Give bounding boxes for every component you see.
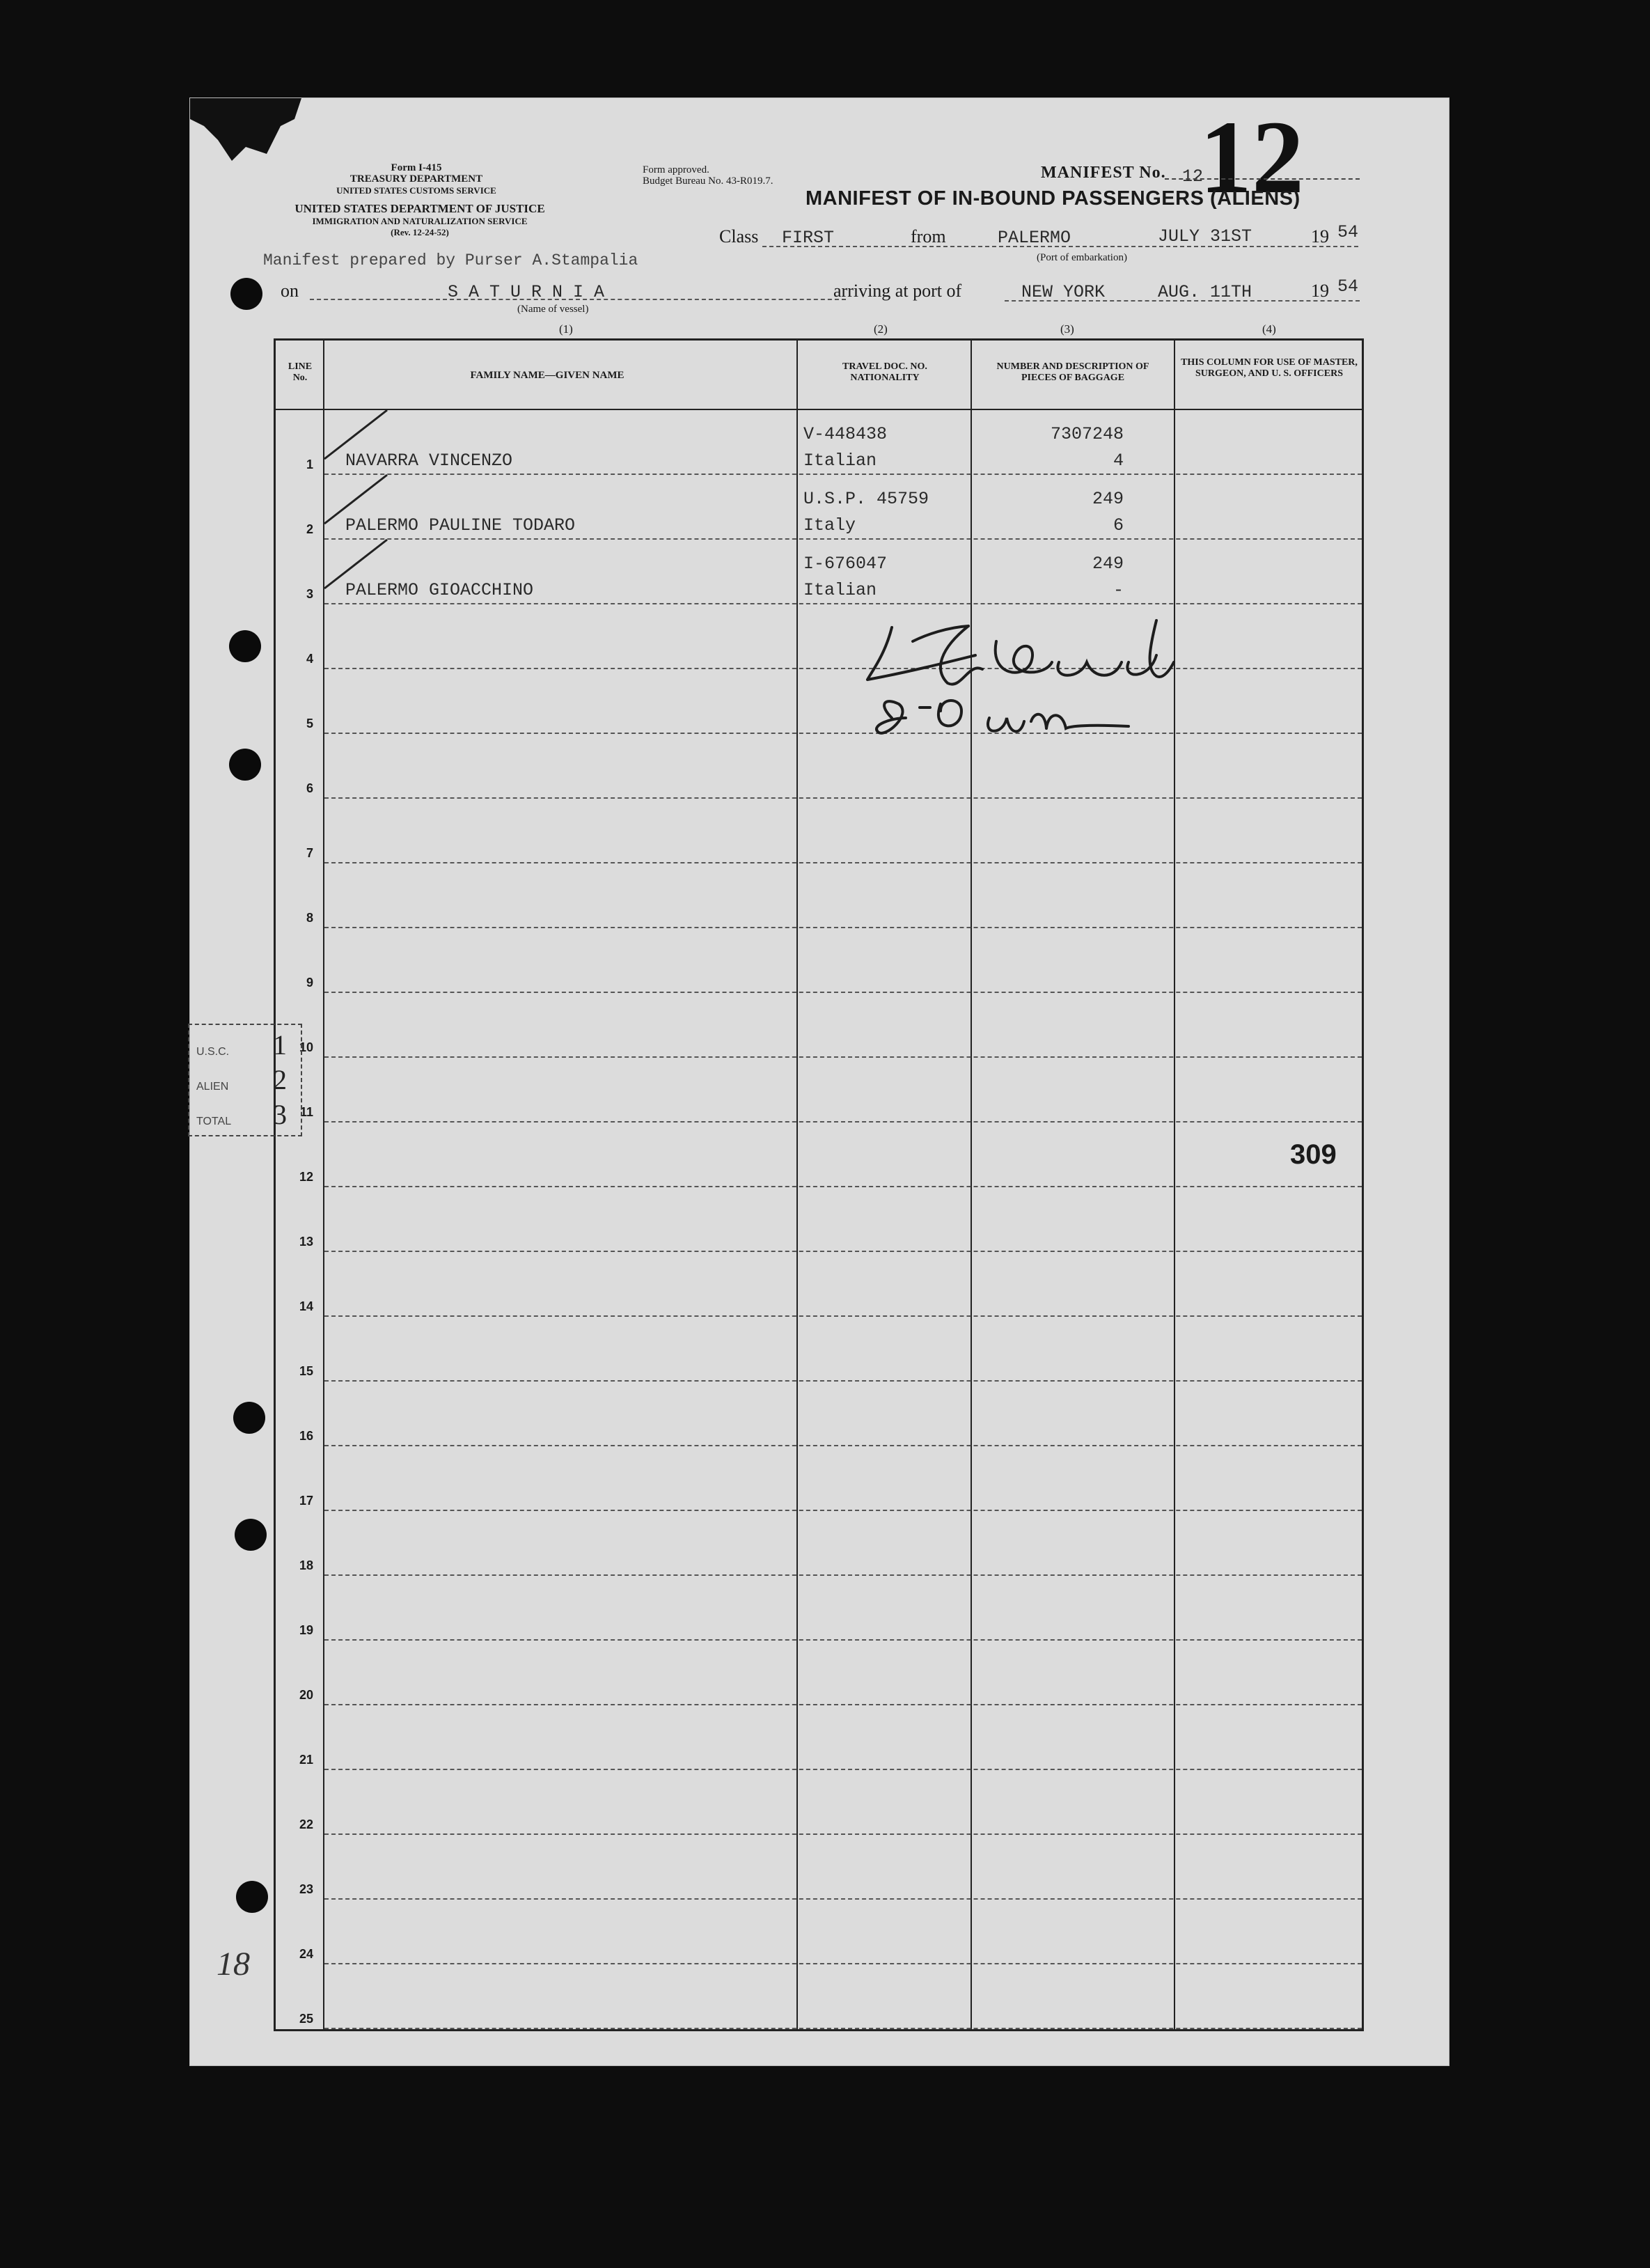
passenger-name: PALERMO PAULINE TODARO <box>345 515 576 535</box>
table-row <box>276 734 1362 799</box>
from-label: from <box>911 226 946 247</box>
travel-doc-number: I-676047 <box>803 554 888 574</box>
officer-signature <box>864 613 1184 746</box>
passenger-name: PALERMO GIOACCHINO <box>345 580 534 600</box>
vessel-name: S A T U R N I A <box>448 282 605 302</box>
arrival-date: AUG. 11TH <box>1158 282 1252 302</box>
budget-bureau: Budget Bureau No. 43-R019.7. <box>643 175 773 187</box>
arrival-port: NEW YORK <box>1021 282 1106 302</box>
table-row <box>276 1446 1362 1511</box>
col-num-4: (4) <box>1262 322 1276 336</box>
header-name: FAMILY NAME—GIVEN NAME <box>470 370 624 381</box>
passenger-name: NAVARRA VINCENZO <box>345 451 513 471</box>
line-number: 23 <box>299 1882 313 1896</box>
line-number: 21 <box>299 1753 313 1767</box>
nationality: Italian <box>803 451 877 471</box>
table-row <box>276 669 1362 734</box>
line-number: 13 <box>299 1235 313 1249</box>
class-value: FIRST <box>782 228 835 248</box>
stamp-usc-row <box>194 1028 297 1061</box>
baggage-count: 4 <box>1113 451 1124 471</box>
departure-date: JULY 31ST <box>1158 226 1252 247</box>
nationality: Italy <box>803 515 856 535</box>
line-number: 18 <box>299 1558 313 1572</box>
table-row <box>276 1382 1362 1446</box>
table-row <box>276 1964 1362 2029</box>
travel-doc-number: V-448438 <box>803 424 888 444</box>
department-of-justice: UNITED STATES DEPARTMENT OF JUSTICE <box>294 202 545 215</box>
stamp-usc-value: 1 <box>273 1029 287 1061</box>
stamp-total-label: TOTAL <box>196 1116 232 1127</box>
row-rule <box>324 2028 1362 2029</box>
torn-corner <box>190 98 301 182</box>
col-num-2: (2) <box>874 322 888 336</box>
vessel-line <box>310 299 846 300</box>
on-label: on <box>281 281 299 301</box>
table-row <box>276 863 1362 928</box>
line-number: 9 <box>306 976 313 990</box>
punch-hole <box>235 1519 267 1551</box>
line-number: 20 <box>299 1688 313 1702</box>
stamp-alien-value: 2 <box>273 1064 287 1095</box>
line-number: 12 <box>299 1170 313 1184</box>
totals-stamp <box>188 1024 302 1136</box>
stamp-total-value: 3 <box>273 1099 287 1130</box>
depart-year: 54 <box>1337 222 1359 242</box>
manifest-no-label: MANIFEST No. <box>1041 164 1166 182</box>
col-num-3: (3) <box>1060 322 1074 336</box>
immigration-service: IMMIGRATION AND NATURALIZATION SERVICE <box>312 216 528 226</box>
table-row <box>276 928 1362 993</box>
table-row <box>276 1641 1362 1705</box>
col-num-1: (1) <box>559 322 573 336</box>
line-number: 16 <box>299 1429 313 1443</box>
header-line-no: LINE No. <box>288 361 313 383</box>
customs-service: UNITED STATES CUSTOMS SERVICE <box>336 185 496 196</box>
page-number: 309 <box>1290 1139 1337 1170</box>
table-row <box>276 1705 1362 1770</box>
line-number: 15 <box>299 1364 313 1378</box>
table-row <box>276 799 1362 863</box>
punch-hole <box>236 1881 268 1913</box>
depart-year-prefix: 19 <box>1311 226 1329 247</box>
line-number: 1 <box>306 457 313 471</box>
baggage-number: 249 <box>1092 554 1124 574</box>
manifest-no-handwritten: 12 <box>1200 100 1304 215</box>
manifest-no-typed: 12 <box>1182 166 1204 187</box>
line-number: 11 <box>299 1105 313 1119</box>
table-row <box>276 1900 1362 1964</box>
arrival-year-prefix: 19 <box>1311 281 1329 301</box>
header-doc: TRAVEL DOC. NO. NATIONALITY <box>842 361 927 383</box>
punch-hole <box>230 278 262 310</box>
class-line <box>762 246 1358 247</box>
line-number: 5 <box>306 717 313 730</box>
line-number: 2 <box>306 522 313 536</box>
table-row <box>276 1058 1362 1123</box>
line-number: 14 <box>299 1299 313 1313</box>
table-row <box>276 1123 1362 1187</box>
table-row <box>276 1511 1362 1576</box>
prepared-by-note: Manifest prepared by Purser A.Stampalia <box>263 251 638 269</box>
manifest-no-line <box>1165 178 1360 180</box>
line-number: 17 <box>299 1494 313 1508</box>
stamp-alien-label: ALIEN <box>196 1081 229 1093</box>
port-embarkation-caption: (Port of embarkation) <box>1037 252 1127 263</box>
line-number: 25 <box>299 2012 313 2026</box>
revision-date: (Rev. 12-24-52) <box>391 227 449 237</box>
table-row <box>276 1770 1362 1835</box>
line-number: 24 <box>299 1947 313 1961</box>
line-number: 3 <box>306 587 313 601</box>
table-row <box>276 993 1362 1058</box>
manifest-sheet <box>189 97 1449 2066</box>
treasury-department: TREASURY DEPARTMENT <box>349 173 483 185</box>
table-row <box>276 1187 1362 1252</box>
line-number: 10 <box>299 1040 313 1054</box>
punch-hole <box>233 1402 265 1434</box>
table-row <box>276 540 1362 604</box>
time-note <box>914 711 915 712</box>
baggage-count: - <box>1113 580 1124 600</box>
table-row <box>276 1252 1362 1317</box>
table-row <box>276 604 1362 669</box>
table-row <box>276 410 1362 475</box>
header-baggage: NUMBER AND DESCRIPTION OF PIECES OF BAGGAGE <box>996 361 1149 383</box>
line-number: 22 <box>299 1817 313 1831</box>
baggage-number: 249 <box>1092 489 1124 509</box>
arrival-line <box>1005 300 1360 302</box>
travel-doc-number: U.S.P. 45759 <box>803 489 929 509</box>
arriving-label: arriving at port of <box>833 281 962 301</box>
signature-text <box>914 669 915 670</box>
table-row <box>276 1317 1362 1382</box>
form-approved: Form approved. <box>643 164 709 175</box>
line-number: 6 <box>306 781 313 795</box>
passenger-table <box>274 338 1364 2031</box>
line-number: 4 <box>306 652 313 666</box>
baggage-number: 7307248 <box>1050 424 1124 444</box>
vessel-caption: (Name of vessel) <box>517 304 589 315</box>
stamp-usc-label: U.S.C. <box>196 1046 230 1058</box>
table-row <box>276 1835 1362 1900</box>
stamp-alien-row <box>194 1063 297 1096</box>
baggage-count: 6 <box>1113 515 1124 535</box>
class-label: Class <box>719 226 759 247</box>
line-number: 7 <box>306 846 313 860</box>
punch-hole <box>229 630 261 662</box>
table-row <box>276 1576 1362 1641</box>
line-number: 19 <box>299 1623 313 1637</box>
from-port-value: PALERMO <box>998 228 1071 248</box>
arrival-year: 54 <box>1337 276 1359 297</box>
stamp-total-row <box>194 1097 297 1131</box>
line-number: 8 <box>306 911 313 925</box>
header-officers: THIS COLUMN FOR USE OF MASTER, SURGEON, AND U. S. OFFICERS <box>1181 357 1358 379</box>
punch-hole <box>229 749 261 781</box>
nationality: Italian <box>803 580 877 600</box>
document-title: MANIFEST OF IN-BOUND PASSENGERS (ALIENS) <box>806 187 1301 210</box>
form-number: Form I-415 <box>391 162 442 173</box>
table-row <box>276 475 1362 540</box>
margin-note: 18 <box>217 1946 250 1982</box>
